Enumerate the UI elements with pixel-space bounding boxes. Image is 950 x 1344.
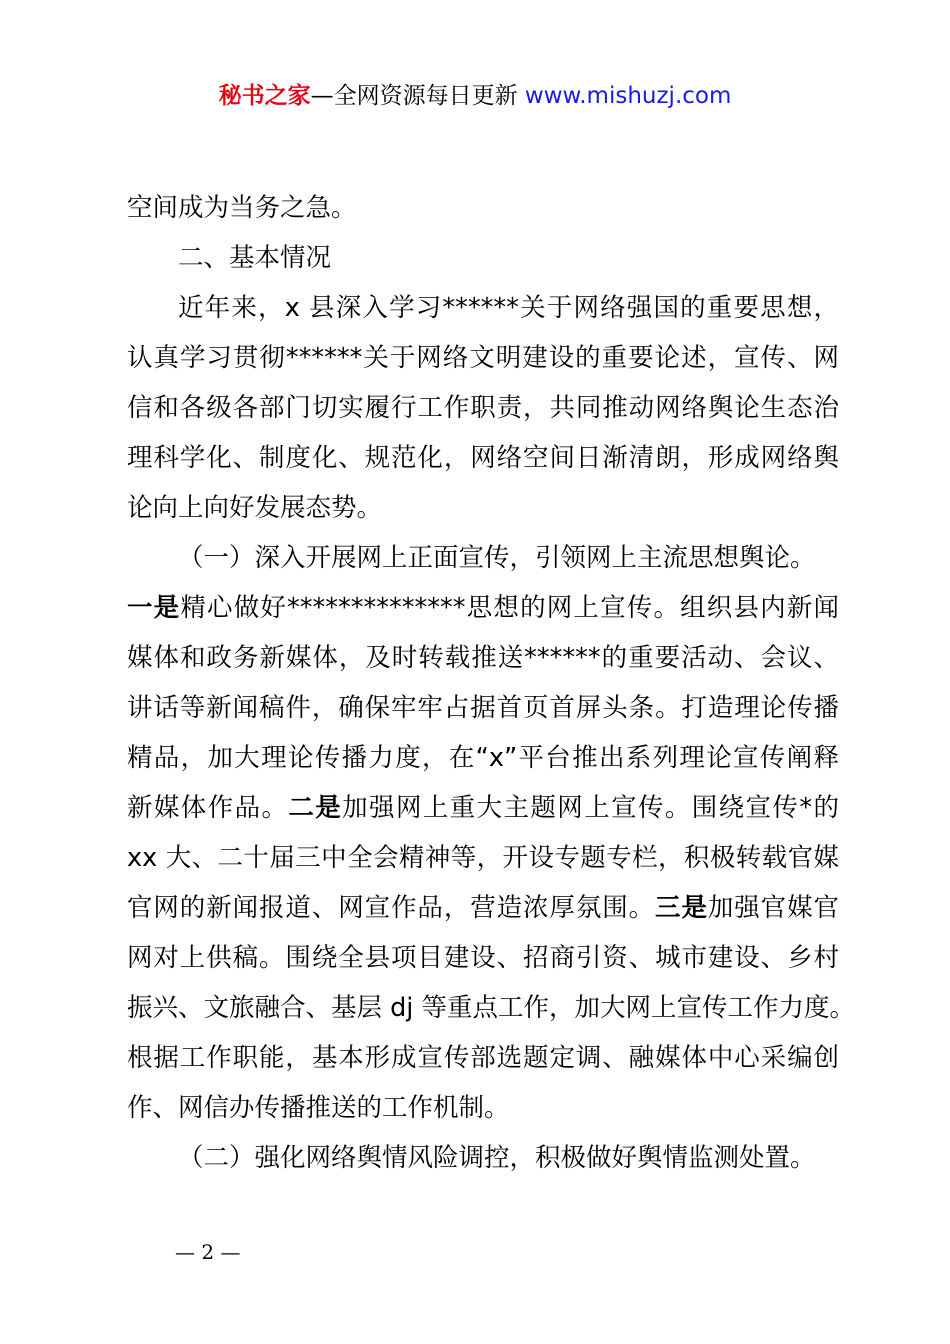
document-body (127, 183, 855, 1183)
paragraph-line (127, 583, 839, 633)
paragraph-line: 讲话等新闻稿件，确保牢牢占据首页首屏头条。打造理论传播 (127, 693, 839, 723)
paragraph-line: 认真学习贯彻******关于网络文明建设的重要论述，宣传、网 (127, 343, 839, 373)
line-text: 加强官媒官 (707, 893, 839, 923)
section-heading: 二、基本情况 (178, 243, 332, 273)
header-tagline: —全网资源每日更新 (310, 83, 525, 109)
point-marker: 三是 (655, 893, 708, 923)
website-link[interactable]: www.mishuzj.com (524, 83, 732, 109)
paragraph-line: 振兴、文旅融合、基层 dj 等重点工作，加大网上宣传工作力度。 (127, 993, 855, 1023)
paragraph-line (127, 783, 839, 833)
paragraph-line: 空间成为当务之急。 (127, 193, 357, 223)
page-header (0, 80, 950, 112)
brand-name: 秘书之家 (218, 83, 311, 109)
paragraph-line: 网对上供稿。围绕全县项目建设、招商引资、城市建设、乡村 (127, 943, 839, 973)
paragraph-line: xx 大、二十届三中全会精神等，开设专题专栏，积极转载官媒 (127, 843, 839, 873)
point-marker: 二是 (288, 793, 343, 823)
point-marker: 一是 (127, 593, 181, 623)
page-number: — 2 — (175, 1240, 241, 1264)
paragraph-line: 论向上向好发展态势。 (127, 493, 383, 523)
line-text: 加强网上重大主题网上宣传。围绕宣传*的 (342, 793, 839, 823)
paragraph-line (127, 883, 839, 933)
paragraph-line: 根据工作职能，基本形成宣传部选题定调、融媒体中心采编创 (127, 1043, 839, 1073)
subsection-heading: （二）强化网络舆情风险调控，积极做好舆情监测处置。 (178, 1143, 816, 1173)
paragraph-line: 理科学化、制度化、规范化，网络空间日渐清朗，形成网络舆 (127, 443, 839, 473)
paragraph-line: 近年来，x 县深入学习******关于网络强国的重要思想， (178, 293, 839, 323)
subsection-heading: （一）深入开展网上正面宣传，引领网上主流思想舆论。 (178, 543, 816, 573)
line-text: 官网的新闻报道、网宣作品，营造浓厚氛围。 (127, 893, 656, 923)
line-text: 精心做好**************思想的网上宣传。组织县内新闻 (180, 593, 839, 623)
paragraph-line: 媒体和政务新媒体，及时转载推送******的重要活动、会议、 (127, 643, 839, 673)
paragraph-line: 信和各级各部门切实履行工作职责，共同推动网络舆论生态治 (127, 393, 839, 423)
line-text: 新媒体作品。 (127, 793, 289, 823)
paragraph-line: 精品，加大理论传播力度，在“x”平台推出系列理论宣传阐释 (127, 743, 839, 773)
paragraph-line: 作、网信办传播推送的工作机制。 (127, 1093, 510, 1123)
